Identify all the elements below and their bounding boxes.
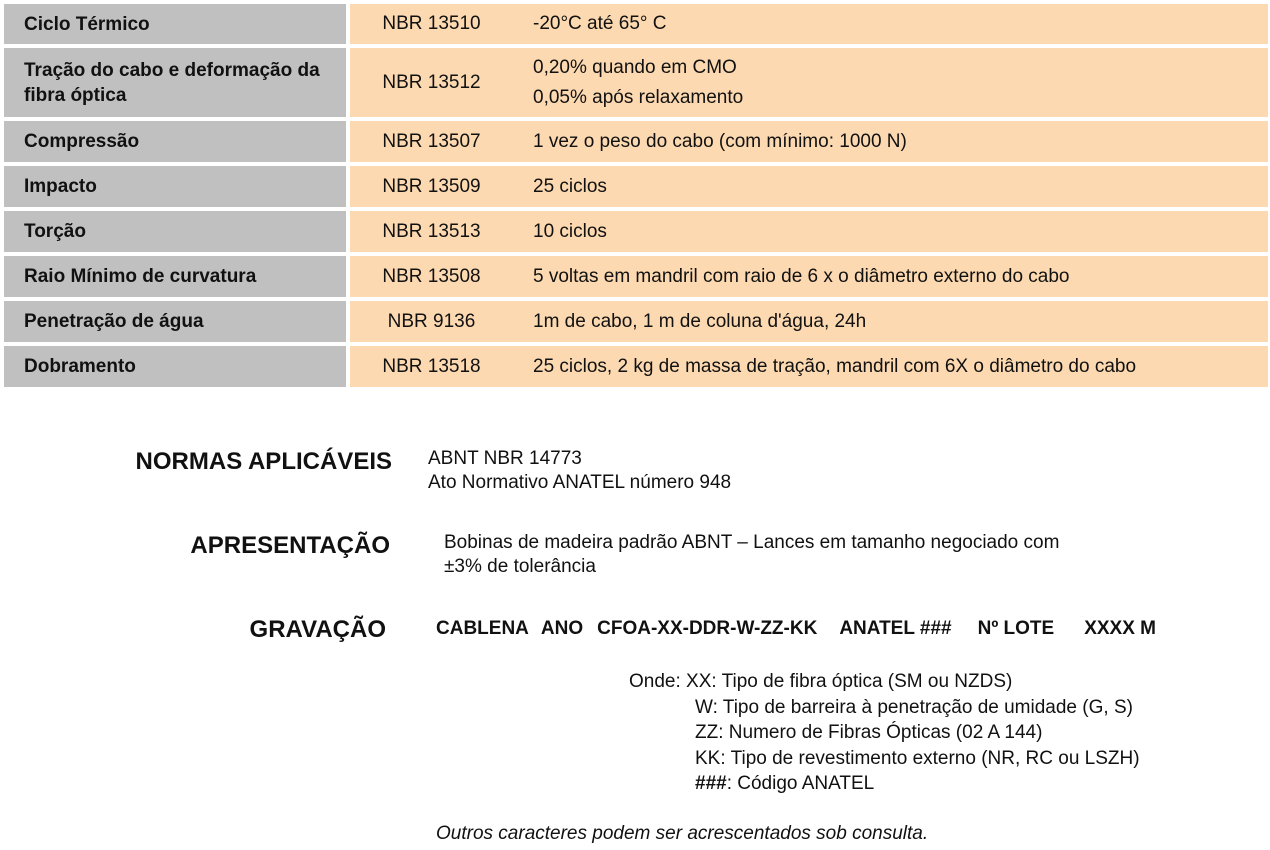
test-norm: NBR 9136 [350, 301, 513, 342]
table-row [4, 301, 1268, 342]
value-line: 1m de cabo, 1 m de coluna d'água, 24h [533, 310, 867, 332]
apresentacao-line: Bobinas de madeira padrão ABNT – Lances em tamanho negociado com [444, 532, 1060, 553]
value-line: 5 voltas em mandril com raio de 6 x o diâmetro externo do cabo [533, 265, 1070, 287]
test-norm: NBR 13518 [350, 346, 513, 387]
test-value [513, 211, 1268, 252]
table-row [4, 121, 1268, 162]
spec-table [4, 4, 1268, 391]
value-line: 25 ciclos [533, 175, 607, 197]
marking-part: ANO [540, 618, 584, 639]
value-line: 1 vez o peso do cabo (com mínimo: 1000 N) [533, 130, 907, 152]
test-norm: NBR 13512 [350, 48, 513, 117]
marking-part: Nº LOTE [977, 618, 1055, 639]
table-row [4, 166, 1268, 207]
marking-part: CFOA-XX-DDR-W-ZZ-KK [597, 618, 818, 639]
onde-key: ZZ [695, 722, 719, 743]
test-norm: NBR 13513 [350, 211, 513, 252]
test-name: Tração do cabo e deformação da fibra óptica [4, 48, 346, 117]
table-row [4, 256, 1268, 297]
test-value [513, 346, 1268, 387]
test-name: Penetração de água [4, 301, 346, 342]
test-value [513, 256, 1268, 297]
onde-key: XX [686, 671, 712, 692]
onde-item [629, 771, 1140, 797]
test-norm: NBR 13509 [350, 166, 513, 207]
test-value [513, 301, 1268, 342]
value-line: 0,20% quando em CMO [533, 56, 737, 78]
marking-part: XXXX M [1084, 618, 1157, 639]
test-name: Ciclo Térmico [4, 4, 346, 44]
footnote: Outros caracteres podem ser acrescentados sob consulta. [436, 823, 929, 844]
onde-text: : Numero de Fibras Ópticas (02 A 144) [718, 722, 1043, 743]
test-name: Raio Mínimo de curvatura [4, 256, 346, 297]
test-value [513, 121, 1268, 162]
onde-item [629, 746, 1140, 772]
onde-key: KK [695, 747, 721, 769]
test-name: Dobramento [4, 346, 346, 387]
onde-text: : Tipo de barreira à penetração de umidade (G, S) [712, 696, 1133, 718]
gravacao-marking [436, 618, 1156, 640]
normas-line: Ato Normativo ANATEL número 948 [428, 472, 732, 493]
test-value [513, 48, 1268, 117]
value-line: 25 ciclos, 2 kg de massa de tração, mandril com 6X o diâmetro do cabo [533, 355, 1137, 377]
apresentacao-line: ±3% de tolerância [444, 556, 596, 577]
onde-item [629, 720, 1140, 746]
table-row [4, 48, 1268, 117]
test-name: Torção [4, 211, 346, 252]
table-row [4, 211, 1268, 252]
value-line: 10 ciclos [533, 220, 607, 242]
onde-item [629, 669, 1140, 695]
table-row [4, 4, 1268, 44]
value-line: 0,05% após relaxamento [533, 86, 744, 108]
test-name: Compressão [4, 121, 346, 162]
gravacao-label: GRAVAÇÃO [249, 616, 386, 643]
onde-item [629, 695, 1140, 721]
table-row [4, 346, 1268, 387]
value-line: -20°C até 65° C [533, 13, 667, 34]
onde-text: : Tipo de revestimento externo (NR, RC ou LSZH) [720, 747, 1140, 769]
marking-part: ANATEL ### [839, 618, 952, 639]
onde-key: W [695, 696, 713, 718]
normas-line: ABNT NBR 14773 [428, 448, 582, 469]
normas-text [428, 447, 731, 495]
onde-key: ### [695, 773, 727, 794]
apresentacao-text [444, 531, 1059, 579]
onde-text: : Código ANATEL [726, 773, 875, 794]
test-norm: NBR 13510 [350, 4, 513, 44]
normas-label: NORMAS APLICÁVEIS [135, 448, 392, 475]
marking-part: CABLENA [436, 618, 529, 639]
onde-legend [629, 669, 1140, 797]
test-norm: NBR 13507 [350, 121, 513, 162]
test-value [513, 4, 1268, 44]
apresentacao-label: APRESENTAÇÃO [190, 532, 390, 559]
onde-text: : Tipo de fibra óptica (SM ou NZDS) [711, 671, 1013, 692]
test-norm: NBR 13508 [350, 256, 513, 297]
onde-prefix: Onde: [629, 671, 687, 692]
test-value [513, 166, 1268, 207]
test-name: Impacto [4, 166, 346, 207]
